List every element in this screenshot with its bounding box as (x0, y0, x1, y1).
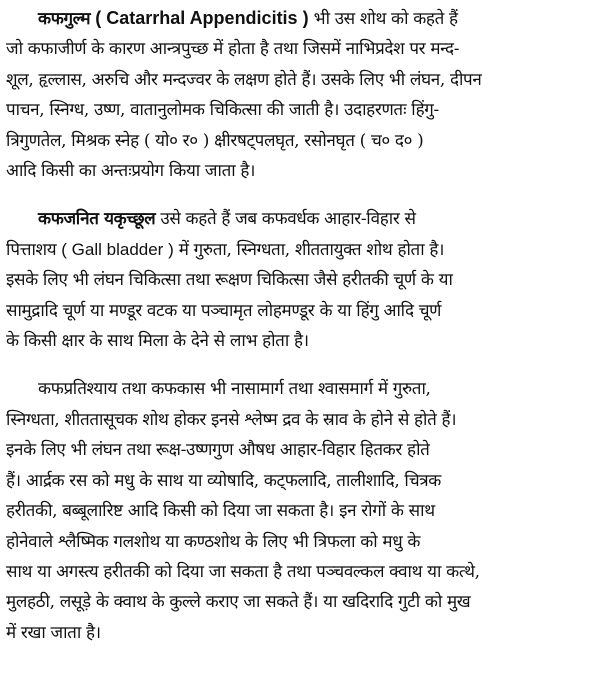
paragraph-kaphapratishyaya (6, 374, 592, 648)
text-fragment: में गुरुता, स्निग्धता, शीततायुक्त शोथ होता है। (173, 239, 445, 260)
text-line (6, 3, 592, 34)
latin-term-catarrhal-appendicitis: ( Catarrhal Appendicitis ) (95, 8, 309, 28)
text-line: आदि किसी का अन्तःप्रयोग किया जाता है। (6, 161, 256, 182)
text-line: जो कफाजीर्ण के कारण आन्त्रपुच्छ में होता है तथा जिसमें नाभिप्रदेश पर मन्द- (6, 39, 460, 60)
paragraph-kaphagulma (6, 3, 592, 186)
text-fragment: उसे कहते हैं जब कफवर्धक आहार-विहार से (155, 209, 416, 230)
text-fragment: पित्ताशय (6, 239, 62, 260)
latin-term-gall-bladder: ( Gall bladder ) (61, 239, 174, 259)
text-line (6, 204, 592, 234)
text-line: स्निग्धता, शीततासूचक शोथ होकर इनसे श्लेष्म द्रव के स्राव के होने से होते हैं। (6, 409, 457, 430)
text-line: हैं। आर्द्रक रस को मधु के साथ या व्योषादि, कट्फलादि, तालीशादि, चित्रक (6, 470, 442, 491)
text-line: कफप्रतिश्याय तथा कफकास भी नासामार्ग तथा श्वासमार्ग में गुरुता, (38, 379, 431, 400)
term-kaphagulma: कफगुल्म (38, 9, 91, 29)
term-kaphajanita-yakrichchhula: कफजनित यकृच्छूल (38, 209, 156, 230)
text-line: हरीतकी, बब्बूलारिष्ट आदि किसी को दिया जा सकता है। इन रोगों के साथ (6, 501, 435, 522)
paragraph-kaphajanita-yakrichchhula (6, 204, 592, 356)
text-line: शूल, हृल्लास, अरुचि और मन्दज्वर के लक्षण होते हैं। उसके लिए भी लंघन, दीपन (6, 69, 482, 90)
text-fragment: भी उस शोथ को कहते हैं (308, 9, 458, 29)
text-line: पाचन, स्निग्ध, उष्ण, वातानुलोमक चिकित्सा की जाती है। उदाहरणतः हिंगु- (6, 100, 439, 121)
text-line: सामुद्रादि चूर्ण या मण्डूर वटक या पञ्चामृत लोहमण्डूर के या हिंगु आदि चूर्ण (6, 300, 442, 321)
text-line: मुलहठी, लसूड़े के क्वाथ के कुल्ले कराए जा सकते हैं। या खदिरादि गुटी को मुख (6, 592, 471, 613)
text-line: में रखा जाता है। (6, 622, 101, 643)
text-line: त्रिगुणतेल, मिश्रक स्नेह ( यो० र० ) क्षीरषट्पलघृत, रसोनघृत ( च० द० ) (6, 130, 424, 151)
text-line (6, 235, 592, 265)
text-line: होनेवाले श्लैष्मिक गलशोथ या कण्ठशोथ के लिए भी त्रिफला को मधु के (6, 531, 421, 552)
text-line: साथ या अगस्त्य हरीतकी को दिया जा सकता है तथा पञ्चवल्कल क्वाथ या कत्थे, (6, 561, 480, 582)
text-line: इनके लिए भी लंघन तथा रूक्ष-उष्णगुण औषध आहार-विहार हितकर होते (6, 440, 430, 461)
text-line: के किसी क्षार के साथ मिला के देने से लाभ होता है। (6, 331, 309, 352)
text-line: इसके लिए भी लंघन चिकित्सा तथा रूक्षण चिकित्सा जैसे हरीतकी चूर्ण के या (6, 270, 453, 291)
